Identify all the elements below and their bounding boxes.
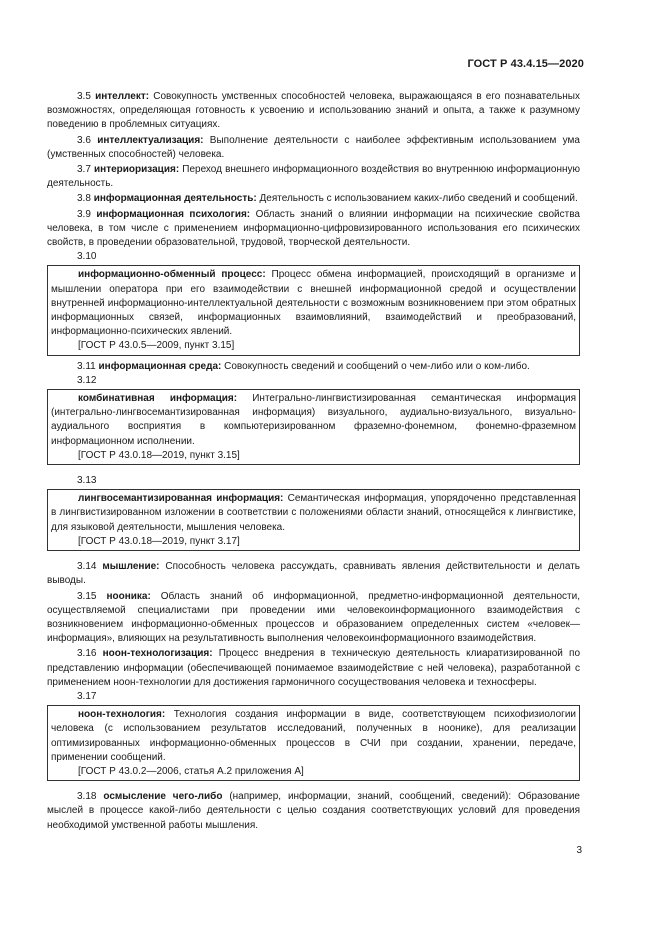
term-number: 3.10	[77, 251, 97, 263]
term: информационная психология:	[96, 208, 251, 220]
definition: Способность человека рассуждать, сравнивать явления действительности и делать выводы.	[47, 561, 580, 587]
term-entry	[51, 708, 576, 765]
term: осмысление чего-либо	[103, 791, 223, 803]
definition: Совокупность сведений и сообщений о чем-либо или о ком-либо.	[221, 360, 530, 372]
term: информационная деятельность:	[93, 193, 257, 205]
term-entry: 3.9 информационная психология: Область знаний о влиянии информации на психические свойства человека, в том числе с применением информационно-цифровизированного использования его психических свойств, в проведении образовательной, трудовой, творческой деятельности.	[47, 208, 580, 249]
term-entry: 3.16 ноон-технологизация: Процесс внедрения в техническую деятельность клиаратизированной по представлению информации (обеспечивающей понимаемое взаимодействие с ней человека), разработанной с применением ноон-технологии для достижения гармоничного сосуществования человека и техносферы.	[47, 648, 581, 688]
term: лингвосемантизированная информация:	[78, 493, 284, 505]
term: информационная среда:	[98, 360, 222, 372]
term-entry: 3.11 информационная среда: Совокупность сведений и сообщений о чем-либо или о ком-либо.	[77, 360, 530, 372]
definition: Область знаний об информационной, предметно-информационной деятельности, осуществляемой специалистами при проведении ими человекоинформационного взаимодействия с возникновением информационно-обменных процессов и образованием определенных систем «человек—информация», влияющих на результативность выполнения человекоинформационного взаимодействия.	[47, 590, 580, 645]
definition: Интегрально-лингвистизированная семантическая информация (интегрально-лингвосемантизированная информация) визуального, аудиально-визуального, визуально-аудиального восприятия в компьютеризированном фраземно-фонемном, фонемно-фраземном информационном исполнении.	[51, 393, 576, 447]
document-body	[47, 90, 580, 833]
term: ноон-технология:	[78, 709, 166, 721]
term-number: 3.13	[77, 475, 97, 487]
definition: Семантическая информация, упорядоченно представленная в лингвистизированном изложении в соответствии с положениями области знаний, относящейся к лингвистике, для языковой деятельности, мышления человека.	[51, 493, 576, 533]
term-entry: 3.6 интеллектуализация: Выполнение деятельности с наиболее эффективным использованием ума (умственных способностей) человека.	[47, 134, 580, 160]
page-number: 3	[576, 845, 582, 856]
term: ноон-технологизация:	[102, 648, 213, 660]
term-entry: 3.7 интериоризация: Переход внешнего информационного воздействия во внутреннюю информационную деятельность.	[47, 164, 580, 190]
quoted-definition-box	[47, 265, 580, 355]
term-entry: 3.18 осмысление чего-либо (например, информации, знаний, сообщений, сведений): Образование мыслей в процессе какой-либо деятельности с целью создания соответствующих условий для проведения необходимой умственной работы мышления.	[47, 791, 580, 831]
term: интеллектуализация:	[97, 134, 204, 146]
quoted-definition-box	[47, 705, 580, 781]
definition: Область знаний о влиянии информации на психические свойства человека, в том числе с применением информационно-цифровизированного использования его психических свойств, в проведении образовательной, трудовой, творческой деятельности.	[47, 208, 580, 249]
term: интериоризация:	[94, 164, 180, 176]
definition: Технология создания информации в виде, соответствующем психофизиологии человека (с использованием результатов исследований, полученных в ноонике), для реализации оптимизированных информационно-обменных процессов в СЧИ при создании, хранении, передаче, применении сообщений.	[51, 709, 576, 763]
definition: Деятельность с использованием каких-либо сведений и сообщений.	[256, 193, 578, 205]
source-reference: [ГОСТ Р 43.0.18—2019, пункт 3.17]	[78, 535, 240, 547]
definition: Выполнение деятельности с наиболее эффективным использованием ума (умственных способностей) человека.	[47, 134, 580, 160]
term-number: 3.17	[77, 690, 97, 702]
source-reference: [ГОСТ Р 43.0.5—2009, пункт 3.15]	[78, 340, 235, 352]
definition: Переход внешнего информационного воздействия во внутреннюю информационную деятельность.	[47, 164, 580, 190]
quoted-definition-box	[47, 489, 580, 551]
definition: (например, информации, знаний, сообщений, сведений): Образование мыслей в процессе какой-либо деятельности с целью создания соответствующих условий для проведения необходимой умственной работы мышления.	[47, 791, 580, 831]
term-entry: 3.8 информационная деятельность: Деятельность с использованием каких-либо сведений и сообщений.	[77, 193, 578, 205]
term-entry	[51, 392, 576, 449]
definition: Процесс внедрения в техническую деятельность клиаратизированной по представлению информации (обеспечивающей понимаемое взаимодействие с ней человека), разработанной с применением ноон-технологии для достижения гармоничного сосуществования человека и техносферы.	[47, 648, 581, 688]
source-reference: [ГОСТ Р 43.0.18—2019, пункт 3.15]	[78, 449, 240, 461]
term-entry: 3.15 нооника: Область знаний об информационной, предметно-информационной деятельности, осуществляемой специалистами при проведении ими человекоинформационного взаимодействия с возникновением информационно-обменных процессов и образованием определенных систем «человек—информация», влияющих на результативность выполнения человекоинформационного взаимодействия.	[47, 590, 580, 645]
source-reference: [ГОСТ Р 43.0.2—2006, статья А.2 приложения А]	[78, 765, 304, 777]
document-code: ГОСТ Р 43.4.15—2020	[467, 58, 584, 70]
term-entry: 3.5 интеллект: Совокупность умственных способностей человека, выражающаяся в его познавательных возможностях, определяющая готовность к усвоению и использованию знаний и опыта, а также к разумному поведению в проблемных ситуациях.	[47, 91, 580, 131]
term: информационно-обменный процесс:	[78, 269, 266, 281]
quoted-definition-box	[47, 389, 580, 465]
term: мышление:	[102, 561, 160, 573]
term: нооника:	[106, 590, 151, 602]
term-number: 3.12	[77, 374, 97, 386]
definition: Совокупность умственных способностей человека, выражающаяся в его познавательных возможностях, определяющая готовность к усвоению и использованию знаний и опыта, а также к разумному поведению в проблемных ситуациях.	[47, 91, 580, 131]
term: интеллект:	[95, 91, 150, 102]
term: комбинативная информация:	[78, 393, 238, 405]
term-entry	[51, 268, 576, 339]
term-entry: 3.14 мышление: Способность человека рассуждать, сравнивать явления действительности и делать выводы.	[47, 561, 580, 587]
definition: Процесс обмена информацией, происходящий в организме и мышлении оператора при его взаимодействии с внешней информационной средой и осуществлении внутренней информационно-интеллектуальной деятельности с возможным возникновением при этом обратных информационных связей, информационных взаимовлияний, взаимодействий и преобразований, информационно-психических явлений.	[51, 269, 576, 338]
term-entry	[51, 492, 576, 535]
